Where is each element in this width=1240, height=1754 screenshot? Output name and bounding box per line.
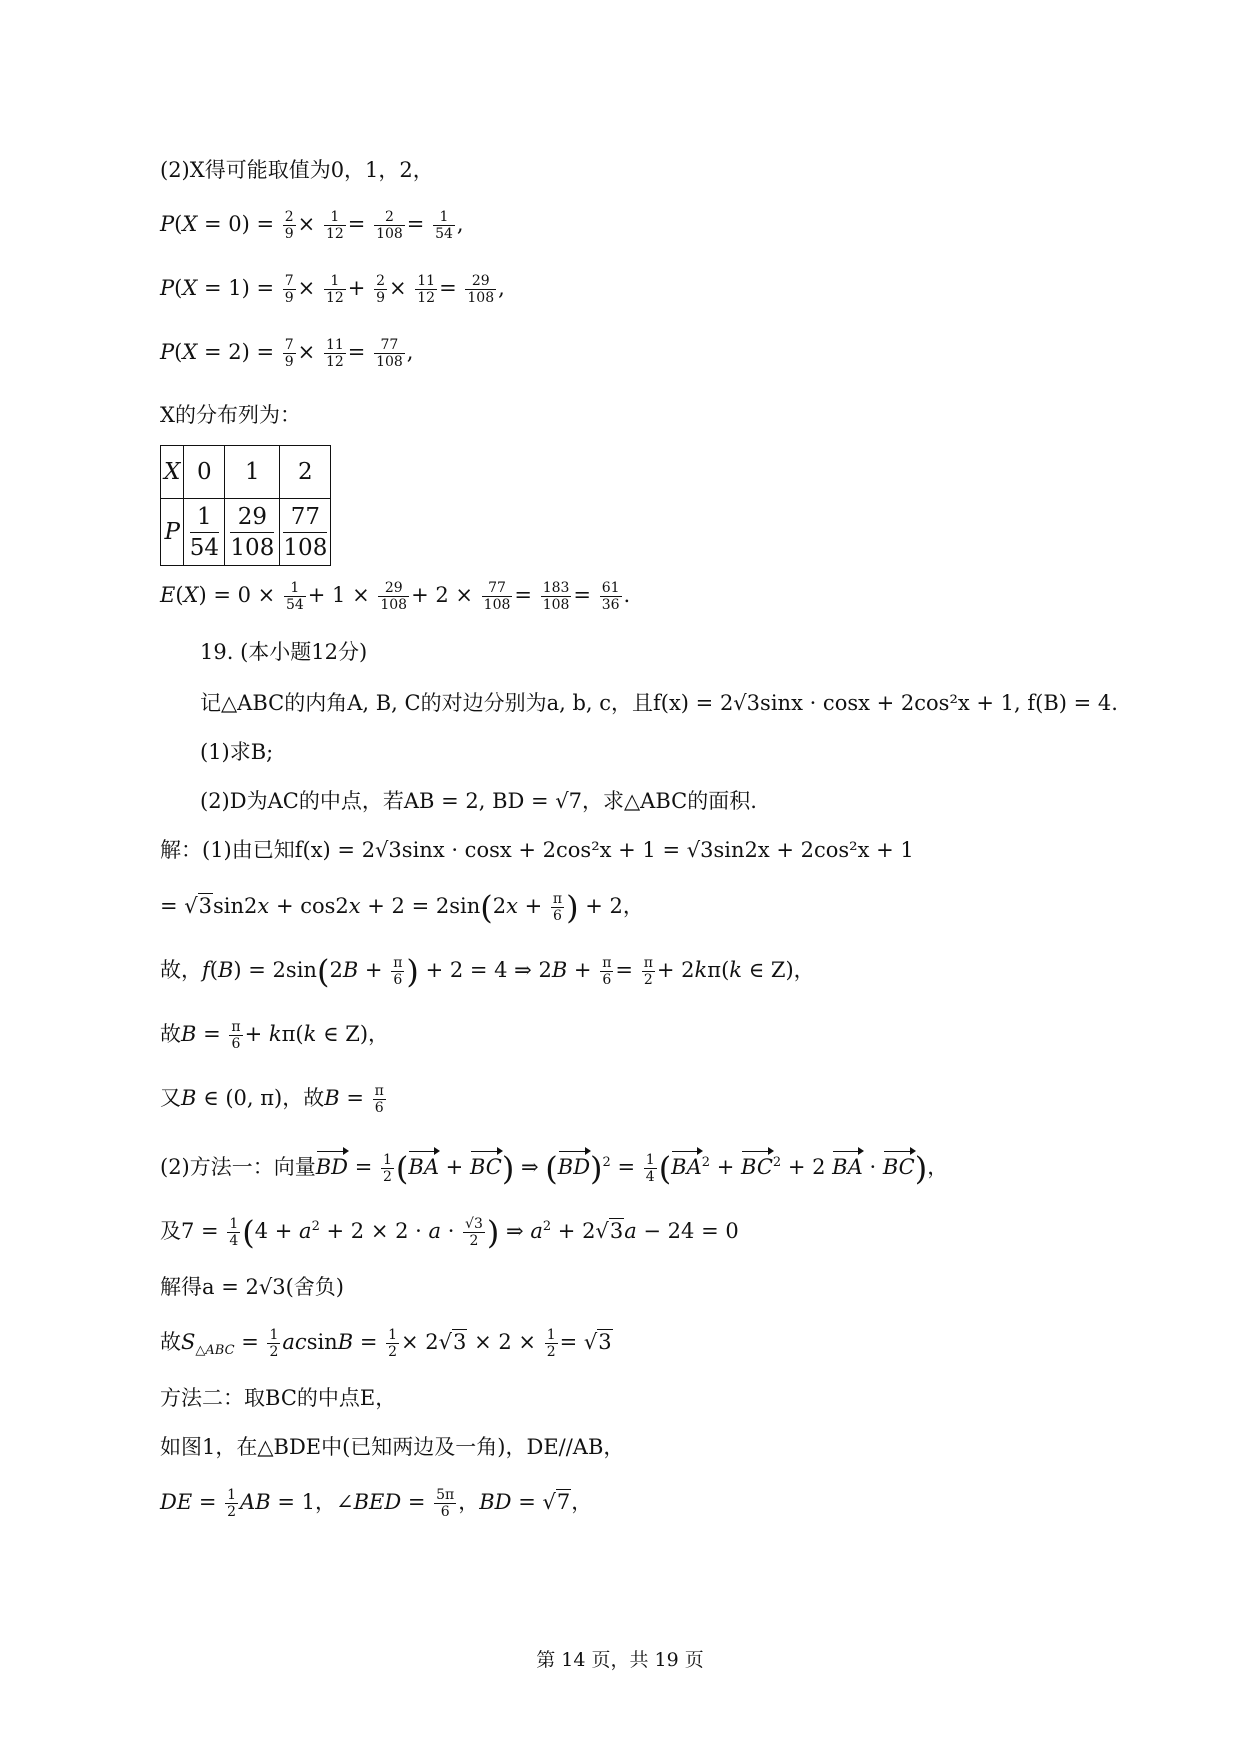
solution-line-9: 故$S_{\triangle ABC}$ = $\frac{1}{2}$ acsinB = $\frac{1}{2}$ × 2√3 × 2 × $\frac{1}{2}$ = √3 [160,1327,612,1360]
line-3: P(X = 1) = $\frac{7}{9}$ × $\frac{1}{12}$ + $\frac{2}{9}$ × $\frac{11}{12}$ = $\frac{29}{108}$ , [160,273,505,306]
solution-line-6: (2)方法一：向量BD = $\frac{1}{2}$ (BA + BC) ⇒ (BD)$^2$ = $\frac{1}{4}$ ($BA^2 + BC^2 + 2$ BA · BC)， [160,1149,949,1188]
solution-line-2: = √3sin2x + cos2x + 2 = 2sin(2x + $\frac{\pi}{6}$ ) + 2， [160,888,644,927]
solution-line-8: 解得a = 2√3(舍负) [160,1275,344,1299]
line-5: X的分布列为： [160,403,301,427]
solution-line-5: 又B ∈ (0, π)，故B = $\frac{\pi}{6}$ [160,1083,384,1116]
table-cell: $\frac{77}{108}$ [280,499,331,566]
table-cell: $\frac{1}{54}$ [184,499,225,566]
table-cell: 0 [184,446,225,499]
table-cell: $\frac{29}{108}$ [225,499,280,566]
line-4: P(X = 2) = $\frac{7}{9}$ × $\frac{11}{12}$ = $\frac{77}{108}$ , [160,337,414,370]
table-cell: P [161,499,184,566]
solution-line-3: 故，f(B) = 2sin(2B + $\frac{\pi}{6}$ ) + 2 = 4 ⇒ 2B + $\frac{\pi}{6}$ = $\frac{\pi}{2}$ + 2kπ(k ∈ Z)， [160,952,815,991]
solution-line-10: 方法二：取BC的中点E， [160,1386,397,1410]
page-footer: 第 14 页，共 19 页 [536,1649,704,1671]
table-cell: 1 [225,446,280,499]
table-cell: 2 [280,446,331,499]
line-1: (2)X得可能取值为0，1，2， [160,158,434,182]
question-part-2: (2)D为AC的中点，若AB = 2, BD = √7，求△ABC的面积. [200,789,757,813]
question-part-1: (1)求B; [200,740,274,764]
question-heading: 19. (本小题12分) [200,640,368,664]
table-cell: X [161,446,184,499]
solution-line-1: 解：(1)由已知f(x) = 2√3sinx · cosx + 2cos²x + 1 = √3sin2x + 2cos²x + 1 [160,838,914,862]
question-text: 记△ABC的内角A, B, C的对边分别为a, b, c，且f(x) = 2√3sinx · cosx + 2cos²x + 1, f(B) = 4. [200,691,1118,715]
solution-line-11: 如图1，在△BDE中(已知两边及一角)，DE//AB， [160,1435,625,1459]
solution-line-4: 故B = $\frac{\pi}{6}$ + kπ(k ∈ Z)， [160,1019,390,1052]
line-2: P(X = 0) = $\frac{2}{9}$ × $\frac{1}{12}$ = $\frac{2}{108}$ = $\frac{1}{54}$ , [160,209,464,242]
solution-line-7: 及7 = $\frac{1}{4}$ ($4 + a^2 + 2 \times 2 \cdot a$ · $\frac{√3}{2}$ ) ⇒ $a^2 + 2√3a - 24 = 0$ [160,1213,739,1252]
line-6: E(X) = 0 × $\frac{1}{54}$ + 1 × $\frac{29}{108}$ + 2 × $\frac{77}{108}$ = $\frac{183}{108}$ = $\frac{61}{36}$ . [160,580,631,613]
solution-line-12: DE = $\frac{1}{2}$ AB = 1，∠BED = $\frac{5\pi}{6}$ ，BD = √7， [160,1487,593,1520]
distribution-table [160,445,331,566]
